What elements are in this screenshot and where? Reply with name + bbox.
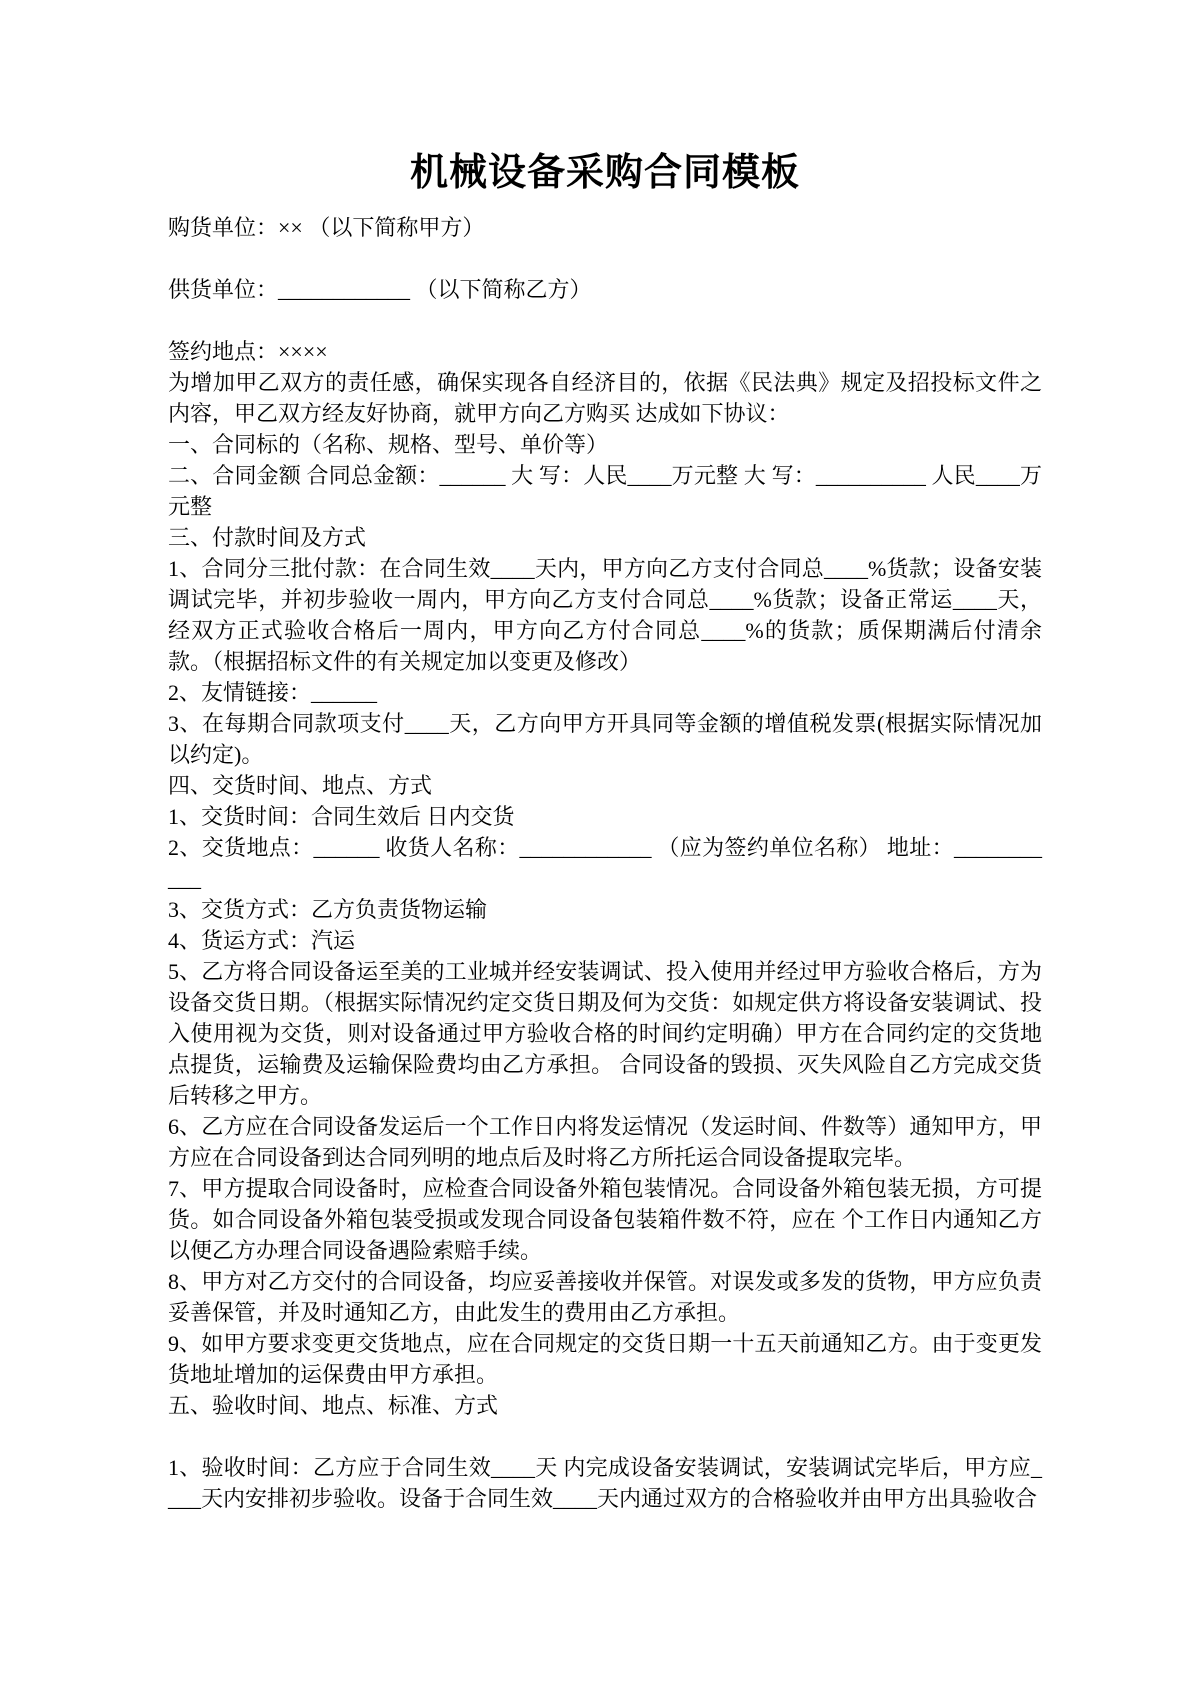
paragraph: 五、验收时间、地点、标准、方式 [168, 1392, 499, 1418]
paragraph: 三、付款时间及方式 [168, 524, 367, 550]
paragraph: 1、交货时间：合同生效后 日内交货 [168, 803, 515, 829]
paragraph: 1、验收时间：乙方应于合同生效____天 内完成设备安装调试，安装调试完毕后，甲方应____天内安排初步验收。设备于合同生效____天内通过双方的合格验收并由甲方出具验收合 [168, 1454, 1042, 1511]
paragraph: 5、乙方将合同设备运至美的工业城并经安装调试、投入使用并经过甲方验收合格后，方为设备交货日期。（根据实际情况约定交货日期及何为交货：如规定供方将设备安装调试、投入使用视为交货，则对设备通过甲方验收合格的时间约定明确）甲方在合同约定的交货地点提货，运输费及运输保险费均由乙方承担。 合同设备的毁损、灭失风险自乙方完成交货后转移之甲方。 [168, 958, 1042, 1108]
paragraph: 9、如甲方要求变更交货地点，应在合同规定的交货日期一十五天前通知乙方。由于变更发货地址增加的运保费由甲方承担。 [168, 1330, 1042, 1387]
paragraph: 6、乙方应在合同设备发运后一个工作日内将发运情况（发运时间、件数等）通知甲方，甲方应在合同设备到达合同列明的地点后及时将乙方所托运合同设备提取完毕。 [168, 1113, 1042, 1170]
paragraph: 购货单位：×× （以下简称甲方） [168, 214, 485, 240]
paragraph: 二、合同金额 合同总金额：______ 大 写：人民____万元整 大 写：__________ 人民____万元整 [168, 462, 1042, 519]
blank-line [168, 1421, 1042, 1452]
paragraph: 签约地点：×××× [168, 338, 328, 364]
document-title: 机械设备采购合同模板 [409, 152, 800, 194]
paragraph: 一、合同标的（名称、规格、型号、单价等） [168, 431, 609, 457]
paragraph: 2、交货地点：______ 收货人名称：____________ （应为签约单位名称） 地址：___________ [168, 834, 1042, 891]
paragraph: 8、甲方对乙方交付的合同设备，均应妥善接收并保管。对误发或多发的货物，甲方应负责妥善保管，并及时通知乙方，由此发生的费用由乙方承担。 [168, 1268, 1042, 1325]
paragraph: 1、合同分三批付款：在合同生效____天内，甲方向乙方支付合同总____%货款；设备安装调试完毕，并初步验收一周内，甲方向乙方支付合同总____%货款；设备正常运____天，经双方正式验收合格后一周内，甲方向乙方付合同总____%的货款；质保期满后付清余款。（根据招标文件的有关规定加以变更及修改） [168, 555, 1042, 674]
document-body [168, 212, 1042, 1514]
paragraph: 供货单位：____________ （以下简称乙方） [168, 276, 592, 302]
blank-line [168, 243, 1042, 274]
paragraph: 四、交货时间、地点、方式 [168, 772, 433, 798]
paragraph: 4、货运方式：汽运 [168, 927, 356, 953]
paragraph: 3、交货方式：乙方负责货物运输 [168, 896, 488, 922]
blank-line [168, 305, 1042, 336]
paragraph: 7、甲方提取合同设备时，应检查合同设备外箱包装情况。合同设备外箱包装无损，方可提货。如合同设备外箱包装受损或发现合同设备包装箱件数不符，应在 个工作日内通知乙方以便乙方办理合同设备遇险索赔手续。 [168, 1175, 1042, 1263]
paragraph: 为增加甲乙双方的责任感，确保实现各自经济目的，依据《民法典》规定及招投标文件之内容，甲乙双方经友好协商，就甲方向乙方购买 达成如下协议： [168, 369, 1042, 426]
paragraph: 2、友情链接：______ [168, 679, 378, 705]
paragraph: 3、在每期合同款项支付____天，乙方向甲方开具同等金额的增值税发票(根据实际情况加以约定)。 [168, 710, 1042, 767]
